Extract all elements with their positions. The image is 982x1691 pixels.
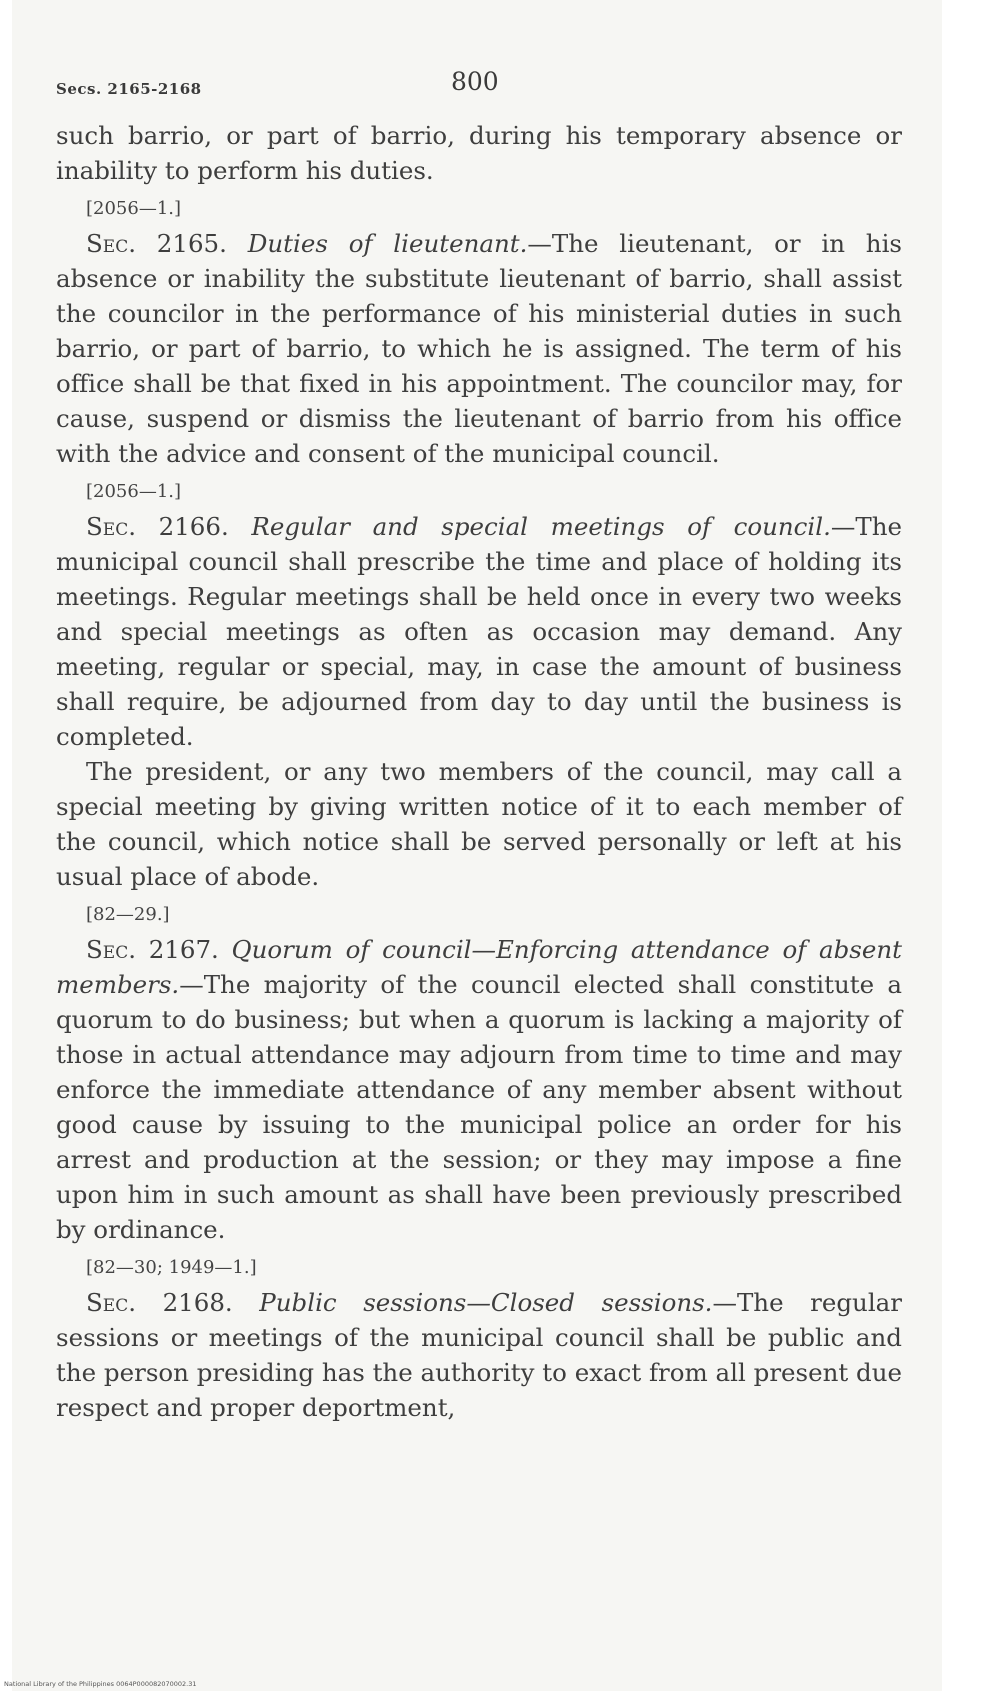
- section-body: —The municipal council shall prescribe the time and place of holding its meetings. Regular meetings shall be held once in every two weeks and special meetings as often as occasion may demand. Any meeting, regular or special, may, in case the amount of business shall require, be adjourned from day to day until the business is completed.: [56, 512, 902, 751]
- section-number: 2165.: [156, 229, 227, 258]
- citation-2168: [82—30; 1949—1.]: [86, 1257, 257, 1278]
- citation-2165: [2056—1.]: [86, 198, 182, 219]
- page-header: [56, 62, 902, 104]
- page-number: 800: [451, 67, 499, 96]
- section-caption: Quorum of council—Enforcing attendance of absent members.: [56, 935, 902, 999]
- section-number: 2167.: [148, 935, 219, 964]
- section-body: —The regular sessions or meetings of the municipal council shall be public and the person presiding has the authority to exact from all present due respect and proper deportment,: [56, 1288, 902, 1422]
- citation-2167: [82—29.]: [86, 904, 170, 925]
- section-body: —The lieutenant, or in his absence or inability the substitute lieutenant of barrio, shall assist the councilor in the performance of his ministerial duties in such barrio, or part of barrio, to which he is assigned. The term of his office shall be that fixed in his appointment. The councilor may, for cause, suspend or dismiss the lieutenant of barrio from his office with the advice and consent of the municipal council.: [56, 229, 902, 468]
- sec-label: Sec.: [86, 935, 136, 964]
- section-body: —The majority of the council elected shall constitute a quorum to do business; but when a quorum is lacking a majority of those in actual attendance may adjourn from time to time and may enforce the immediate attendance of any member absent without good cause by issuing to the municipal police an order for his arrest and production at the session; or they may impose a fine upon him in such amount as shall have been previously prescribed by ordinance.: [56, 970, 902, 1244]
- sec-label: Sec.: [86, 512, 136, 541]
- section-2167: [56, 932, 902, 1247]
- continuation-paragraph: such barrio, or part of barrio, during his temporary absence or inability to perform his duties.: [56, 121, 902, 185]
- scan-footer-note: National Library of the Philippines 0064P000082070002.31: [4, 1680, 197, 1688]
- running-head: Secs. 2165-2168: [56, 80, 202, 98]
- section-2168: [56, 1285, 902, 1425]
- section-2166-paragraph-2: The president, or any two members of the council, may call a special meeting by giving written notice of it to each member of the council, which notice shall be served personally or left at his usual place of abode.: [56, 757, 902, 891]
- section-number: 2166.: [158, 512, 229, 541]
- section-caption: Duties of lieutenant.: [247, 229, 528, 258]
- section-2166: [56, 509, 902, 754]
- sec-label: Sec.: [86, 1288, 136, 1317]
- section-number: 2168.: [162, 1288, 233, 1317]
- scan-edge-right: [942, 0, 982, 1691]
- citation-2166: [2056—1.]: [86, 481, 182, 502]
- sec-label: Sec.: [86, 229, 136, 258]
- scan-edge-left: [0, 0, 12, 1691]
- section-2165: [56, 226, 902, 471]
- section-caption: Regular and special meetings of council.: [251, 512, 831, 541]
- section-caption: Public sessions—Closed sessions.: [259, 1288, 713, 1317]
